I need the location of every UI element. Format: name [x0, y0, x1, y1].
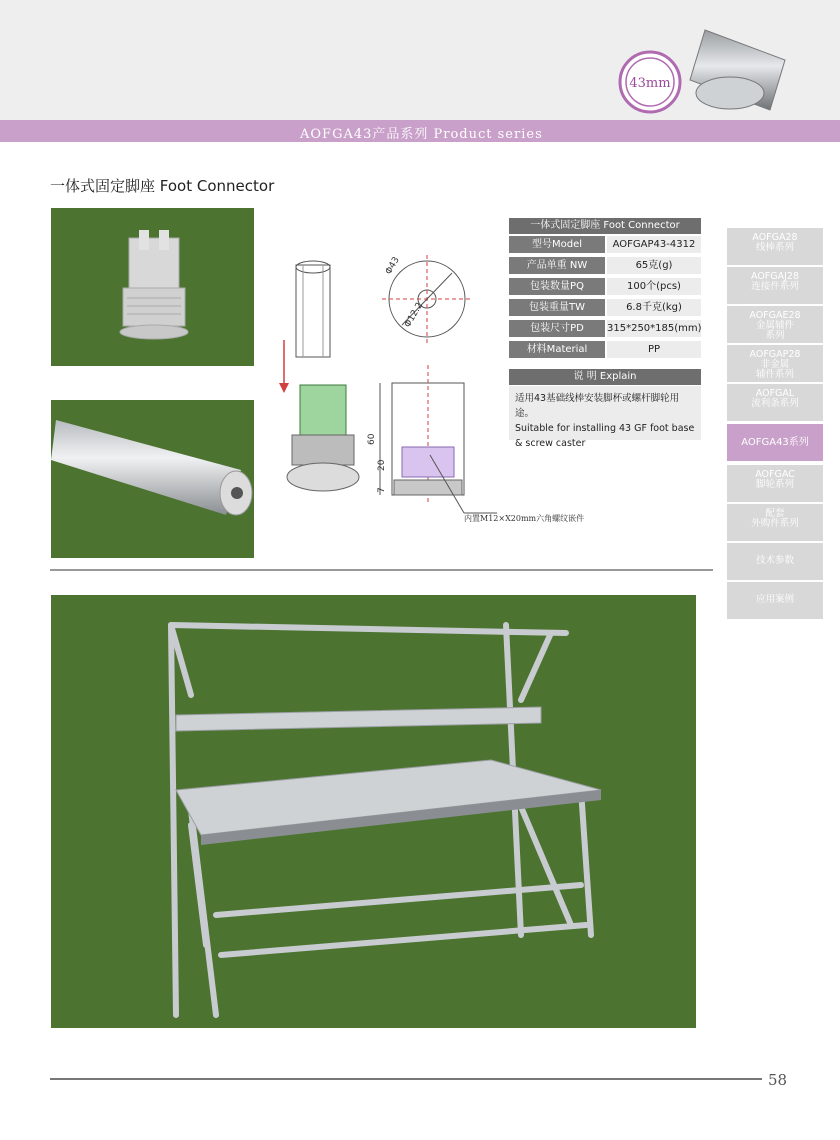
- workbench-illustration: [51, 595, 696, 1028]
- nav-item-label: AOFGAE28: [749, 310, 801, 321]
- explain-line-cn: 适用43基础线棒安装脚杯或螺杆脚轮用途。: [515, 393, 680, 419]
- section-title: 一体式固定脚座 Foot Connector: [50, 177, 275, 195]
- spec-row: [509, 276, 701, 297]
- spec-value: AOFGAP43-4312: [607, 236, 701, 253]
- spec-row: [509, 297, 701, 318]
- spec-value: 65克(g): [607, 257, 701, 274]
- nav-item-label: 金属辅件: [755, 320, 794, 331]
- section-divider: [50, 569, 713, 571]
- spec-label: 包装数量PQ: [509, 278, 605, 295]
- dim-inner-diameter: Φ12.2: [402, 301, 426, 330]
- foot-connector-photo: [51, 208, 254, 366]
- nav-item-aofgap28[interactable]: [727, 345, 823, 382]
- nav-item-label: 辅件系列: [755, 369, 794, 380]
- nav-item-aofga43[interactable]: [727, 424, 823, 461]
- nav-item-aofgae28[interactable]: [727, 306, 823, 343]
- spec-row: [509, 339, 701, 360]
- nav-item-label: 系列: [765, 330, 785, 341]
- spec-value: 6.8千克(kg): [607, 299, 701, 316]
- series-bar: [0, 120, 840, 142]
- nav-item-label: 配套: [765, 508, 785, 519]
- nav-item-label: 流利条系列: [751, 398, 799, 409]
- tube-photo: [51, 400, 254, 558]
- insert-note: 内置M12×X20mm六角螺纹嵌件: [464, 514, 585, 523]
- foot-connector-illustration: [51, 208, 254, 366]
- spec-label: 包装尺寸PD: [509, 320, 605, 337]
- spec-value: 100个(pcs): [607, 278, 701, 295]
- spec-value: PP: [607, 341, 701, 358]
- nav-item-label: 连接件系列: [751, 281, 799, 292]
- nav-item-label: 技术参数: [755, 555, 794, 566]
- nav-item-aofgal[interactable]: [727, 384, 823, 421]
- diameter-badge: 43mm: [629, 76, 671, 91]
- tube-profile-illustration: [610, 20, 800, 120]
- spec-table-title: 一体式固定脚座 Foot Connector: [509, 218, 701, 234]
- nav-item-label: AOFGAJ28: [750, 271, 800, 282]
- dim-60: 60: [367, 433, 377, 445]
- nav-item-label: AOFGA28: [752, 232, 798, 243]
- nav-item-accessories[interactable]: [727, 504, 823, 541]
- spec-value: 315*250*185(mm): [607, 320, 701, 337]
- nav-item-label: 应用案例: [755, 594, 794, 605]
- nav-item-label: 外购件系列: [751, 518, 799, 529]
- spec-label: 材料Material: [509, 341, 605, 358]
- nav-item-applications[interactable]: [727, 582, 823, 619]
- footer-line: [50, 1078, 762, 1080]
- nav-item-label: AOFGAP28: [749, 349, 801, 360]
- spec-label: 产品单重 NW: [509, 257, 605, 274]
- spec-label: 型号Model: [509, 236, 605, 253]
- nav-item-aofga28[interactable]: [727, 228, 823, 265]
- nav-item-label: AOFGA43系列: [741, 437, 809, 448]
- dim-20: 20: [377, 459, 387, 471]
- dim-outer-diameter: Φ43: [383, 255, 402, 277]
- nav-item-aofgaj28[interactable]: [727, 267, 823, 304]
- spec-label: 包装重量TW: [509, 299, 605, 316]
- spec-row: [509, 318, 701, 339]
- nav-item-aofgac[interactable]: [727, 465, 823, 502]
- explain-line-en-2: & screw caster: [515, 438, 586, 449]
- series-bar-label: AOFGA43产品系列 Product series: [300, 127, 543, 142]
- spec-row: [509, 255, 701, 276]
- nav-item-label: AOFGAC: [755, 469, 795, 480]
- dim-7: 7: [377, 487, 387, 493]
- spec-table: [509, 218, 701, 360]
- workbench-photo: [51, 595, 696, 1028]
- page-number: 58: [768, 1071, 788, 1089]
- nav-item-label: 线棒系列: [755, 242, 794, 253]
- nav-item-label: AOFGAL: [755, 388, 795, 399]
- tube-illustration: [51, 400, 254, 558]
- nav-item-label: 非金属: [760, 359, 790, 370]
- header-band: [0, 0, 840, 120]
- nav-item-label: 脚轮系列: [755, 479, 794, 490]
- spec-row: [509, 234, 701, 255]
- explain-body: [509, 386, 701, 449]
- nav-item-tech-params[interactable]: [727, 543, 823, 580]
- explain-title: 说 明 Explain: [509, 369, 701, 385]
- explain-line-en-1: Suitable for installing 43 GF foot base: [515, 423, 695, 434]
